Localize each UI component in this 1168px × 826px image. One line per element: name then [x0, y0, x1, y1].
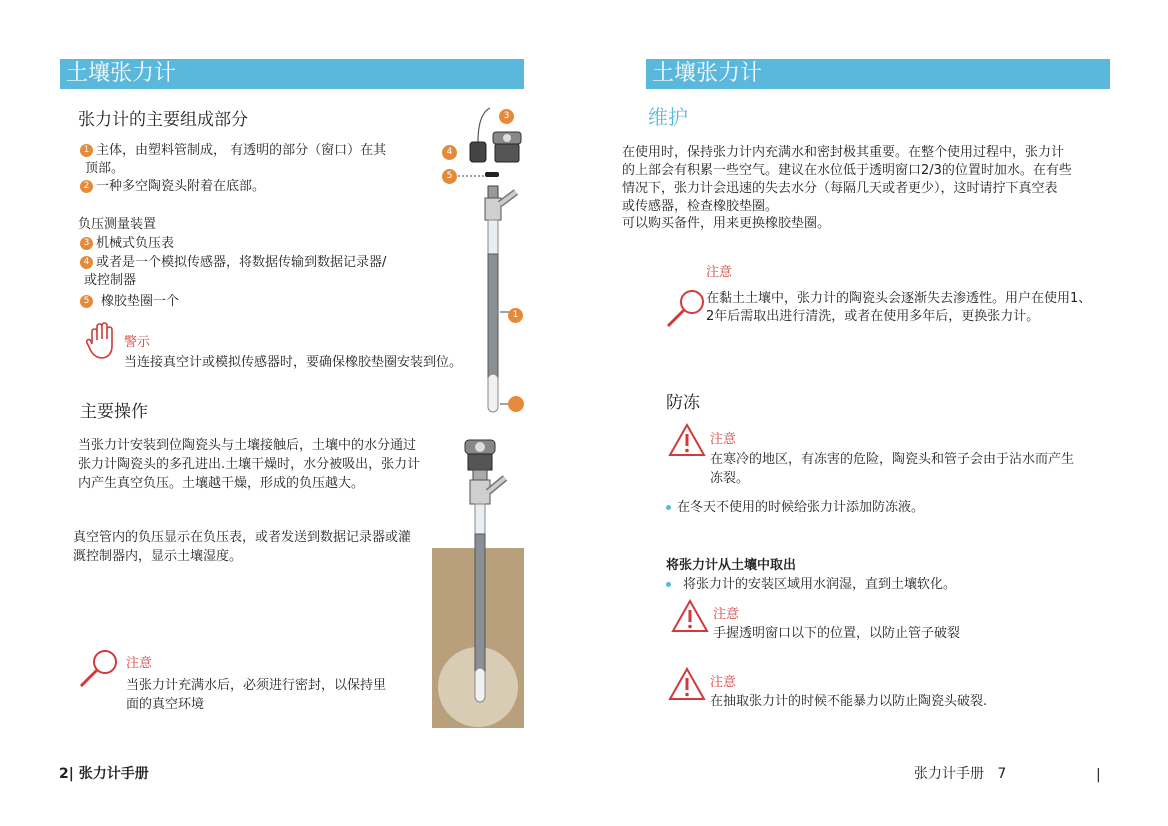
diagram-badge-1: 1: [508, 305, 526, 324]
components-title: 张力计的主要组成部分: [78, 110, 248, 130]
warning-triangle-icon: [671, 599, 709, 633]
maint-line-2: 的上部会有积累一些空气。建议在水位低于透明窗口2/3的位置时加水。在有些: [622, 163, 1072, 178]
component-item-2: 2 一种多空陶瓷头附着在底部。: [80, 178, 265, 196]
remove-title: 将张力计从土壤中取出: [666, 558, 797, 573]
maint-line-1: 在使用时，保持张力计内充满水和密封极其重要。在整个使用过程中，张力计: [622, 145, 1065, 160]
frost-title: 防冻: [666, 393, 700, 413]
warning-text: 当连接真空计或模拟传感器时，要确保橡胶垫圈安装到位。: [124, 355, 463, 370]
badge-4: 4: [80, 256, 93, 269]
warning-label: 警示: [124, 335, 151, 350]
note-line-1: 当张力计充满水后，必须进行密封，以保持里: [126, 678, 387, 693]
gauge-title: 负压测量装置: [78, 217, 157, 232]
left-page-banner: 土壤张力计: [60, 59, 524, 89]
warning-triangle-icon: [668, 667, 706, 701]
frost-note-label: 注意: [710, 432, 737, 447]
component-item-4-cont: 或控制器: [84, 273, 137, 288]
magnifier-note-icon: [665, 286, 709, 330]
ops-paragraph-1-line-1: 当张力计安装到位陶瓷头与土壤接触后，土壤中的水分通过: [78, 438, 417, 453]
badge-5: 5: [80, 295, 93, 308]
ops-paragraph-1-line-2: 张力计陶瓷头的多孔进出.土壤干燥时，水分被吸出，张力计: [78, 457, 421, 472]
maintenance-title: 维护: [648, 105, 688, 129]
ops-paragraph-2-line-1: 真空管内的负压显示在负压表，或者发送到数据记录器或灌: [73, 530, 412, 545]
note1-label: 注意: [706, 265, 733, 280]
remove-note1-text: 手握透明窗口以下的位置，以防止管子破裂: [713, 626, 961, 641]
maint-line-5: 可以购买备件，用来更换橡胶垫圈。: [622, 216, 831, 231]
right-footer: 张力计手册 7: [914, 766, 1007, 782]
note1-line-2: 2年后需取出进行清洗，或者在使用多年后，更换张力计。: [706, 309, 1040, 324]
right-page-banner: 土壤张力计: [646, 59, 1110, 89]
left-footer: 2| 张力计手册: [59, 766, 149, 782]
remove-bullet: 将张力计的安装区域用水润湿，直到土壤软化。: [666, 576, 956, 594]
maint-line-4: 或传感器，检查橡胶垫圈。: [622, 199, 779, 214]
warning-triangle-icon: [668, 423, 706, 457]
diagram-badge-5: 5: [442, 166, 460, 185]
ops-paragraph-1-line-3: 内产生真空负压。土壤越干燥，形成的负压越大。: [78, 476, 365, 491]
right-footer-bar: |: [1096, 767, 1101, 783]
maint-line-3: 情况下，张力计会迅速的失去水分（每隔几天或者更少），这时请拧下真空表: [622, 181, 1058, 196]
badge-3: 3: [80, 237, 93, 250]
hand-warning-icon: [84, 322, 120, 360]
remove-note2-text: 在抽取张力计的时候不能暴力以防止陶瓷头破裂.: [710, 694, 988, 709]
note-line-2: 面的真空环境: [126, 697, 205, 712]
component-item-4: 4 或者是一个模拟传感器，将数据传输到数据记录器/: [80, 254, 386, 272]
bullet-dot: [666, 582, 671, 587]
note1-line-1: 在黏土土壤中，张力计的陶瓷头会逐渐失去渗透性。用户在使用1、: [706, 291, 1092, 306]
remove-note2-label: 注意: [710, 675, 737, 690]
ops-title: 主要操作: [80, 402, 148, 422]
diagram-tip-marker: [508, 396, 524, 412]
badge-2: 2: [80, 180, 93, 193]
component-item-5: 5 橡胶垫圈一个: [80, 293, 179, 311]
frost-bullet: 在冬天不使用的时候给张力计添加防冻液。: [666, 499, 924, 517]
diagram-badge-3: 3: [499, 106, 517, 125]
installed-tensiometer-diagram: [455, 436, 513, 706]
ops-paragraph-2-line-2: 溉控制器内，显示土壤湿度。: [73, 549, 243, 564]
component-item-1: 1 主体，由塑料管制成， 有透明的部分（窗口）在其: [80, 142, 386, 160]
note-label: 注意: [126, 656, 153, 671]
component-item-1-cont: 顶部。: [85, 161, 125, 176]
frost-note-line-1: 在寒冷的地区，有冻害的危险，陶瓷头和管子会由于沾水而产生: [710, 452, 1075, 467]
component-item-3: 3 机械式负压表: [80, 235, 174, 253]
bullet-dot: [666, 505, 671, 510]
badge-1: 1: [80, 144, 93, 157]
magnifier-note-icon: [78, 647, 122, 689]
diagram-badge-4: 4: [442, 142, 460, 161]
remove-note1-label: 注意: [713, 607, 740, 622]
frost-note-line-2: 冻裂。: [710, 471, 750, 486]
